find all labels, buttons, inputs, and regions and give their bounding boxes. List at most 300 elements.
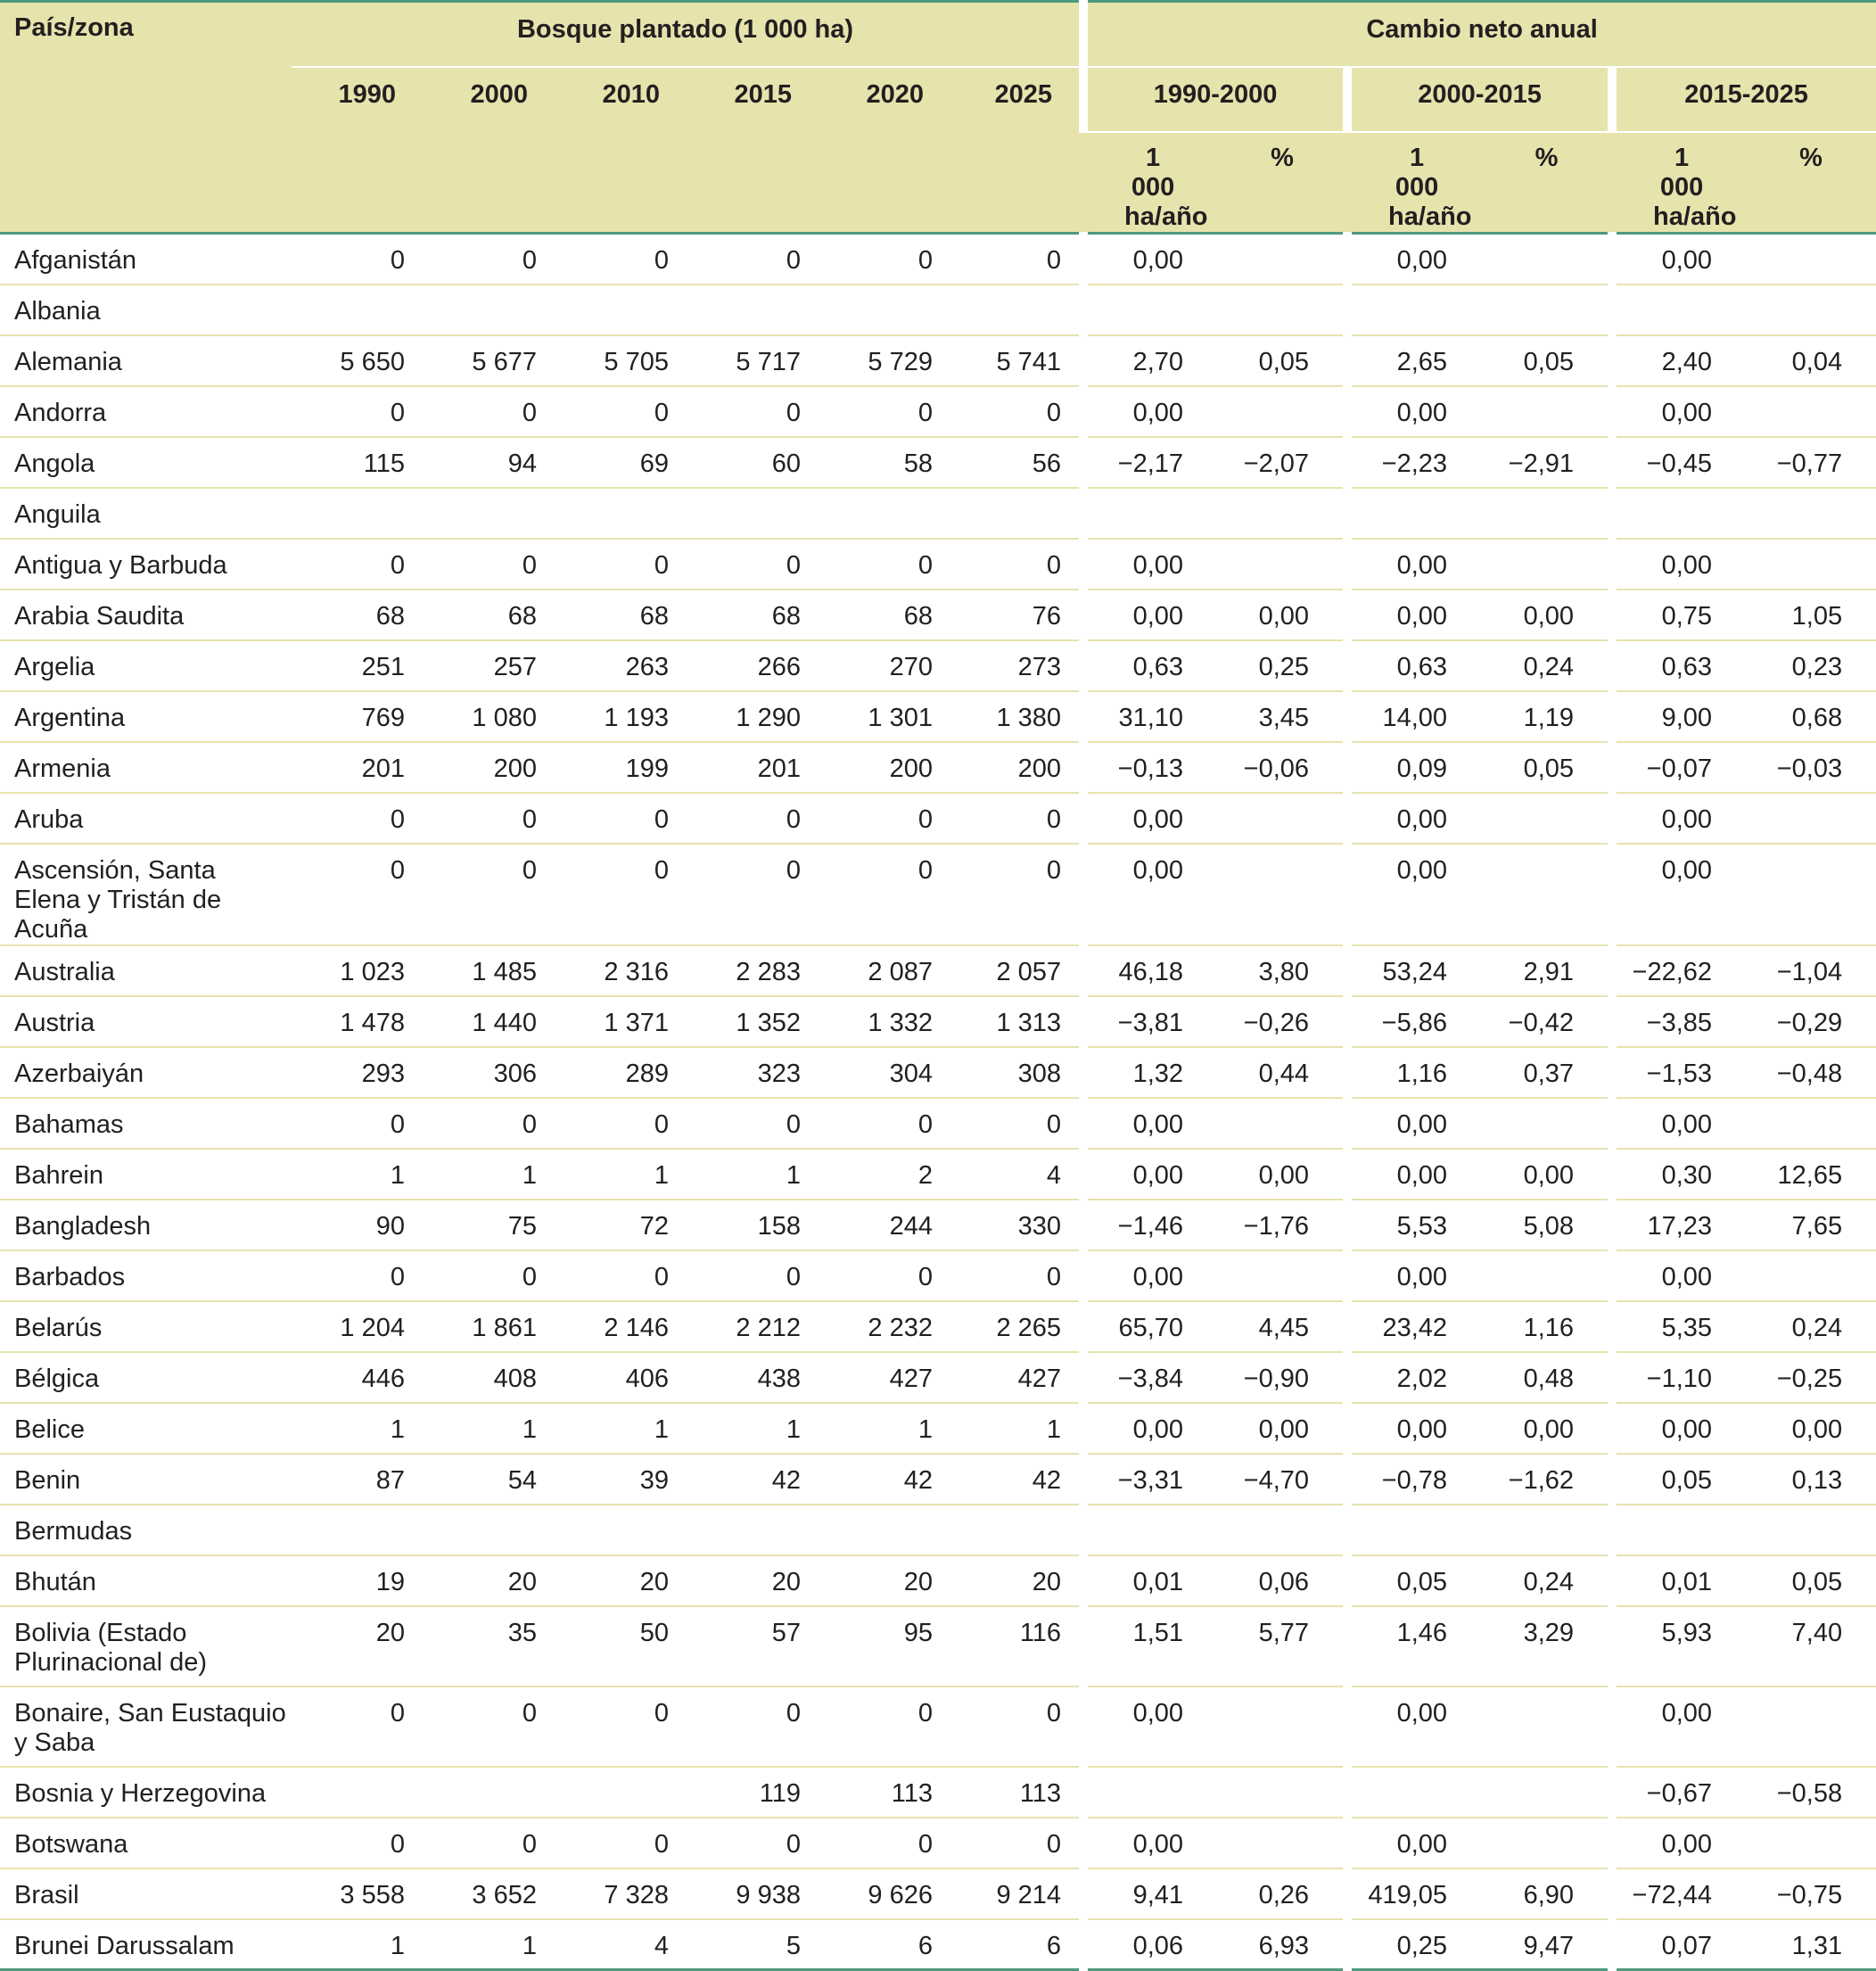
planted-value-cell: 308: [950, 1047, 1083, 1098]
change-value-cell: 0,63: [1612, 640, 1746, 691]
change-value-cell: [1612, 488, 1746, 539]
table-row: [0, 1098, 1876, 1149]
change-value-cell: −1,46: [1083, 1200, 1217, 1250]
change-value-cell: 0,00: [1083, 844, 1217, 945]
change-value-cell: 0,00: [1612, 844, 1746, 945]
planted-value-cell: 251: [292, 640, 423, 691]
change-percent-cell: 12,65: [1746, 1149, 1876, 1200]
country-name: Bangladesh: [0, 1200, 292, 1250]
planted-value-cell: 5 650: [292, 335, 423, 386]
country-name: Benin: [0, 1454, 292, 1505]
change-value-cell: [1347, 488, 1481, 539]
change-value-cell: 0,00: [1083, 1403, 1217, 1454]
change-percent-cell: −1,62: [1481, 1454, 1612, 1505]
header-blank: [0, 132, 292, 234]
percent-header: %: [1481, 132, 1612, 234]
planted-value-cell: 5 729: [819, 335, 950, 386]
planted-value-cell: 0: [950, 1250, 1083, 1301]
planted-value-cell: 1: [423, 1919, 555, 1970]
planted-value-cell: 0: [555, 539, 687, 590]
planted-value-cell: 9 214: [950, 1868, 1083, 1919]
table-row: [0, 1767, 1876, 1818]
change-percent-cell: 0,48: [1481, 1352, 1612, 1403]
change-percent-cell: −0,90: [1217, 1352, 1347, 1403]
change-percent-cell: 7,65: [1746, 1200, 1876, 1250]
change-percent-cell: −1,76: [1217, 1200, 1347, 1250]
change-value-cell: 0,25: [1347, 1919, 1481, 1970]
planted-value-cell: 244: [819, 1200, 950, 1250]
planted-value-cell: 0: [423, 1818, 555, 1868]
planted-value-cell: [292, 1505, 423, 1555]
planted-value-cell: 3 558: [292, 1868, 423, 1919]
change-value-cell: 0,00: [1083, 539, 1217, 590]
table-row: [0, 1047, 1876, 1098]
change-percent-cell: [1746, 793, 1876, 844]
planted-value-cell: 0: [950, 793, 1083, 844]
change-percent-cell: 7,40: [1746, 1606, 1876, 1686]
country-name: Antigua y Barbuda: [0, 539, 292, 590]
year-header: 2010: [555, 67, 687, 132]
planted-value-cell: 1: [292, 1403, 423, 1454]
change-percent-cell: [1746, 539, 1876, 590]
table-row: [0, 1200, 1876, 1250]
planted-value-cell: 0: [555, 1686, 687, 1767]
change-percent-cell: 1,19: [1481, 691, 1612, 742]
change-percent-cell: 0,44: [1217, 1047, 1347, 1098]
change-value-cell: 2,40: [1612, 335, 1746, 386]
table-row: [0, 1818, 1876, 1868]
country-name: Armenia: [0, 742, 292, 793]
change-percent-cell: [1481, 234, 1612, 285]
change-percent-cell: 6,93: [1217, 1919, 1347, 1970]
year-header: 2015: [687, 67, 819, 132]
change-value-cell: 0,00: [1612, 539, 1746, 590]
change-percent-cell: [1481, 1098, 1612, 1149]
country-name: Azerbaiyán: [0, 1047, 292, 1098]
planted-value-cell: 769: [292, 691, 423, 742]
change-percent-cell: [1217, 234, 1347, 285]
table-row: [0, 640, 1876, 691]
planted-value-cell: 1: [555, 1149, 687, 1200]
change-value-cell: 0,00: [1347, 590, 1481, 640]
change-value-cell: [1083, 1505, 1217, 1555]
planted-value-cell: 0: [292, 386, 423, 437]
change-percent-cell: 0,24: [1746, 1301, 1876, 1352]
change-percent-cell: 1,05: [1746, 590, 1876, 640]
change-value-cell: −0,13: [1083, 742, 1217, 793]
planted-value-cell: [687, 488, 819, 539]
planted-value-cell: 446: [292, 1352, 423, 1403]
planted-value-cell: 1: [423, 1149, 555, 1200]
change-value-cell: [1083, 488, 1217, 539]
planted-value-cell: 35: [423, 1606, 555, 1686]
change-value-cell: −2,17: [1083, 437, 1217, 488]
planted-value-cell: 1 371: [555, 996, 687, 1047]
change-percent-cell: 0,00: [1217, 1149, 1347, 1200]
change-value-cell: 0,00: [1347, 1818, 1481, 1868]
planted-value-cell: 68: [687, 590, 819, 640]
change-value-cell: 0,00: [1083, 793, 1217, 844]
country-name: Bahrein: [0, 1149, 292, 1200]
planted-value-cell: 200: [819, 742, 950, 793]
planted-value-cell: 5: [687, 1919, 819, 1970]
planted-value-cell: 201: [687, 742, 819, 793]
planted-value-cell: 427: [819, 1352, 950, 1403]
planted-value-cell: [687, 1505, 819, 1555]
change-value-cell: −0,67: [1612, 1767, 1746, 1818]
change-percent-cell: [1217, 1250, 1347, 1301]
change-percent-cell: [1217, 1767, 1347, 1818]
planted-value-cell: 0: [950, 1686, 1083, 1767]
country-name: Brasil: [0, 1868, 292, 1919]
planted-value-cell: 0: [555, 386, 687, 437]
planted-value-cell: 20: [555, 1555, 687, 1606]
planted-value-cell: 75: [423, 1200, 555, 1250]
change-value-cell: −3,81: [1083, 996, 1217, 1047]
change-value-cell: −0,78: [1347, 1454, 1481, 1505]
planted-value-cell: [555, 285, 687, 335]
planted-value-cell: [423, 285, 555, 335]
country-name: Angola: [0, 437, 292, 488]
change-value-cell: [1083, 285, 1217, 335]
planted-value-cell: 68: [423, 590, 555, 640]
planted-value-cell: 427: [950, 1352, 1083, 1403]
country-name: Bahamas: [0, 1098, 292, 1149]
change-value-cell: [1612, 1505, 1746, 1555]
planted-value-cell: 0: [423, 1250, 555, 1301]
planted-value-cell: 42: [819, 1454, 950, 1505]
change-percent-cell: 0,23: [1746, 640, 1876, 691]
planted-value-cell: [555, 1505, 687, 1555]
planted-value-cell: 1: [423, 1403, 555, 1454]
planted-value-cell: 0: [555, 1818, 687, 1868]
change-percent-cell: 0,05: [1481, 335, 1612, 386]
change-percent-cell: [1481, 1818, 1612, 1868]
change-value-cell: 1,46: [1347, 1606, 1481, 1686]
planted-value-cell: 0: [687, 793, 819, 844]
planted-value-cell: 0: [950, 1098, 1083, 1149]
planted-value-cell: 330: [950, 1200, 1083, 1250]
planted-value-cell: 60: [687, 437, 819, 488]
planted-value-cell: 0: [950, 539, 1083, 590]
change-percent-cell: [1217, 285, 1347, 335]
change-value-cell: 0,00: [1347, 1098, 1481, 1149]
change-percent-cell: 6,90: [1481, 1868, 1612, 1919]
change-value-cell: 0,06: [1083, 1919, 1217, 1970]
planted-value-cell: 304: [819, 1047, 950, 1098]
change-value-cell: 0,01: [1612, 1555, 1746, 1606]
table-row: [0, 285, 1876, 335]
planted-value-cell: 3 652: [423, 1868, 555, 1919]
planted-value-cell: 0: [423, 386, 555, 437]
period-header: 2015-2025: [1612, 67, 1876, 132]
planted-value-cell: 1: [555, 1403, 687, 1454]
country-name: Bosnia y Herzegovina: [0, 1767, 292, 1818]
planted-value-cell: 54: [423, 1454, 555, 1505]
planted-value-cell: 0: [423, 793, 555, 844]
planted-value-cell: [950, 285, 1083, 335]
planted-value-cell: 0: [555, 234, 687, 285]
table-row: [0, 742, 1876, 793]
planted-value-cell: 1: [292, 1919, 423, 1970]
change-value-cell: [1347, 285, 1481, 335]
change-value-cell: 0,00: [1347, 234, 1481, 285]
planted-value-cell: 0: [687, 386, 819, 437]
change-percent-cell: [1746, 1686, 1876, 1767]
change-value-cell: 0,00: [1083, 1818, 1217, 1868]
change-percent-cell: 1,31: [1746, 1919, 1876, 1970]
planted-value-cell: 1 290: [687, 691, 819, 742]
planted-value-cell: 0: [555, 844, 687, 945]
planted-value-cell: 57: [687, 1606, 819, 1686]
planted-value-cell: 0: [555, 793, 687, 844]
planted-value-cell: 39: [555, 1454, 687, 1505]
change-value-cell: 419,05: [1347, 1868, 1481, 1919]
planted-value-cell: 306: [423, 1047, 555, 1098]
change-value-cell: 0,00: [1612, 234, 1746, 285]
planted-value-cell: 0: [292, 1818, 423, 1868]
planted-value-cell: 0: [687, 1686, 819, 1767]
change-percent-cell: 0,00: [1481, 590, 1612, 640]
planted-value-cell: 158: [687, 1200, 819, 1250]
planted-value-cell: 1: [819, 1403, 950, 1454]
planted-value-cell: 0: [950, 386, 1083, 437]
change-percent-cell: [1746, 488, 1876, 539]
planted-value-cell: 0: [687, 1818, 819, 1868]
change-value-cell: 0,00: [1347, 386, 1481, 437]
change-percent-cell: 0,68: [1746, 691, 1876, 742]
planted-value-cell: [292, 488, 423, 539]
planted-value-cell: 87: [292, 1454, 423, 1505]
change-value-cell: 0,00: [1083, 1098, 1217, 1149]
country-name: Austria: [0, 996, 292, 1047]
country-column-header: País/zona: [0, 2, 292, 68]
change-percent-cell: [1481, 793, 1612, 844]
planted-value-cell: 5 705: [555, 335, 687, 386]
planted-value-cell: 113: [819, 1767, 950, 1818]
header-blank: [950, 132, 1083, 234]
planted-value-cell: 20: [950, 1555, 1083, 1606]
planted-value-cell: 406: [555, 1352, 687, 1403]
planted-value-cell: 7 328: [555, 1868, 687, 1919]
change-percent-cell: 0,05: [1481, 742, 1612, 793]
planted-value-cell: 72: [555, 1200, 687, 1250]
change-percent-cell: −0,42: [1481, 996, 1612, 1047]
change-value-cell: 1,16: [1347, 1047, 1481, 1098]
country-name: Bolivia (Estado Plurinacional de): [0, 1606, 292, 1686]
change-value-cell: 0,00: [1083, 1686, 1217, 1767]
change-percent-cell: −0,58: [1746, 1767, 1876, 1818]
change-percent-cell: 0,05: [1746, 1555, 1876, 1606]
planted-value-cell: 68: [555, 590, 687, 640]
planted-value-cell: 0: [819, 539, 950, 590]
planted-value-cell: 0: [687, 1098, 819, 1149]
change-value-cell: 0,00: [1083, 234, 1217, 285]
change-percent-cell: 1,16: [1481, 1301, 1612, 1352]
change-value-cell: 1,32: [1083, 1047, 1217, 1098]
country-name: Barbados: [0, 1250, 292, 1301]
change-value-cell: −3,85: [1612, 996, 1746, 1047]
table-row: [0, 945, 1876, 996]
country-name: Argentina: [0, 691, 292, 742]
country-name: Ascensión, Santa Elena y Tristán de Acuña: [0, 844, 292, 945]
planted-value-cell: 94: [423, 437, 555, 488]
header-blank: [423, 132, 555, 234]
country-name: Alemania: [0, 335, 292, 386]
planted-value-cell: 2 087: [819, 945, 950, 996]
planted-value-cell: 199: [555, 742, 687, 793]
change-value-cell: 0,00: [1347, 793, 1481, 844]
year-header: 1990: [292, 67, 423, 132]
change-percent-cell: 5,08: [1481, 1200, 1612, 1250]
planted-value-cell: [687, 285, 819, 335]
change-percent-cell: 0,00: [1481, 1403, 1612, 1454]
table-row: [0, 335, 1876, 386]
change-value-cell: 0,75: [1612, 590, 1746, 640]
change-percent-cell: 0,24: [1481, 1555, 1612, 1606]
table-body: [0, 234, 1876, 1970]
change-percent-cell: [1217, 793, 1347, 844]
country-name: Bonaire, San Eustaquio y Saba: [0, 1686, 292, 1767]
planted-value-cell: 4: [950, 1149, 1083, 1200]
planted-value-cell: 113: [950, 1767, 1083, 1818]
country-name: Australia: [0, 945, 292, 996]
change-percent-cell: 3,45: [1217, 691, 1347, 742]
change-value-cell: −22,62: [1612, 945, 1746, 996]
planted-value-cell: 58: [819, 437, 950, 488]
planted-value-cell: 9 938: [687, 1868, 819, 1919]
country-name: Bélgica: [0, 1352, 292, 1403]
country-name: Belarús: [0, 1301, 292, 1352]
planted-value-cell: [555, 1767, 687, 1818]
change-percent-cell: [1481, 488, 1612, 539]
change-percent-cell: [1481, 386, 1612, 437]
planted-value-cell: 2 232: [819, 1301, 950, 1352]
change-percent-cell: 0,00: [1217, 590, 1347, 640]
planted-value-cell: 0: [423, 539, 555, 590]
period-header: 1990-2000: [1083, 67, 1347, 132]
change-percent-cell: [1746, 1098, 1876, 1149]
planted-value-cell: 1 485: [423, 945, 555, 996]
change-value-cell: −1,10: [1612, 1352, 1746, 1403]
change-percent-cell: 0,25: [1217, 640, 1347, 691]
change-value-cell: 5,53: [1347, 1200, 1481, 1250]
header-blank: [292, 132, 423, 234]
planted-value-cell: 95: [819, 1606, 950, 1686]
change-value-cell: −0,07: [1612, 742, 1746, 793]
planted-value-cell: 0: [819, 386, 950, 437]
table-row: [0, 234, 1876, 285]
change-percent-cell: 2,91: [1481, 945, 1612, 996]
planted-value-cell: 1 440: [423, 996, 555, 1047]
change-percent-cell: 3,29: [1481, 1606, 1612, 1686]
planted-value-cell: 263: [555, 640, 687, 691]
change-percent-cell: [1746, 234, 1876, 285]
change-value-cell: 65,70: [1083, 1301, 1217, 1352]
change-percent-cell: [1746, 1505, 1876, 1555]
change-value-cell: 9,00: [1612, 691, 1746, 742]
change-percent-cell: 5,77: [1217, 1606, 1347, 1686]
planted-value-cell: 1: [950, 1403, 1083, 1454]
country-name: Afganistán: [0, 234, 292, 285]
change-value-cell: 0,00: [1612, 793, 1746, 844]
planted-value-cell: 257: [423, 640, 555, 691]
planted-value-cell: 1 332: [819, 996, 950, 1047]
change-value-cell: −3,31: [1083, 1454, 1217, 1505]
header-blank: [687, 132, 819, 234]
change-percent-cell: 4,45: [1217, 1301, 1347, 1352]
change-percent-cell: [1746, 1250, 1876, 1301]
planted-value-cell: 68: [292, 590, 423, 640]
planted-value-cell: [819, 285, 950, 335]
country-name: Arabia Saudita: [0, 590, 292, 640]
table-row: [0, 1686, 1876, 1767]
percent-header: %: [1746, 132, 1876, 234]
period-header: 2000-2015: [1347, 67, 1612, 132]
change-value-cell: −72,44: [1612, 1868, 1746, 1919]
planted-value-cell: 0: [950, 234, 1083, 285]
change-percent-cell: [1481, 1505, 1612, 1555]
change-value-cell: 2,70: [1083, 335, 1217, 386]
change-percent-cell: 0,06: [1217, 1555, 1347, 1606]
planted-value-cell: 1 380: [950, 691, 1083, 742]
change-value-cell: −1,53: [1612, 1047, 1746, 1098]
change-value-cell: −5,86: [1347, 996, 1481, 1047]
planted-value-cell: 0: [950, 1818, 1083, 1868]
planted-value-cell: 4: [555, 1919, 687, 1970]
planted-value-cell: 0: [292, 1686, 423, 1767]
planted-value-cell: 9 626: [819, 1868, 950, 1919]
change-value-cell: 31,10: [1083, 691, 1217, 742]
planted-value-cell: 0: [423, 1686, 555, 1767]
change-percent-cell: −1,04: [1746, 945, 1876, 996]
year-header: 2020: [819, 67, 950, 132]
change-value-cell: 0,00: [1083, 386, 1217, 437]
country-name: Aruba: [0, 793, 292, 844]
change-value-cell: 5,35: [1612, 1301, 1746, 1352]
planted-value-cell: 1 023: [292, 945, 423, 996]
planted-value-cell: 0: [555, 1250, 687, 1301]
planted-value-cell: 323: [687, 1047, 819, 1098]
percent-header: %: [1217, 132, 1347, 234]
change-value-cell: 0,00: [1612, 1686, 1746, 1767]
planted-value-cell: 119: [687, 1767, 819, 1818]
planted-value-cell: 0: [819, 234, 950, 285]
header-blank: [0, 67, 292, 132]
planted-value-cell: 1 204: [292, 1301, 423, 1352]
planted-value-cell: 90: [292, 1200, 423, 1250]
country-name: Argelia: [0, 640, 292, 691]
planted-value-cell: [555, 488, 687, 539]
change-value-cell: 1,51: [1083, 1606, 1217, 1686]
planted-value-cell: 2 283: [687, 945, 819, 996]
change-percent-cell: [1481, 1767, 1612, 1818]
planted-value-cell: 1 352: [687, 996, 819, 1047]
change-value-cell: 2,02: [1347, 1352, 1481, 1403]
change-value-cell: [1083, 1767, 1217, 1818]
country-name: Belice: [0, 1403, 292, 1454]
change-value-cell: 0,00: [1612, 1098, 1746, 1149]
planted-value-cell: 0: [555, 1098, 687, 1149]
unit-header: 1 000 ha/año: [1347, 132, 1481, 234]
change-value-cell: 0,07: [1612, 1919, 1746, 1970]
planted-value-cell: 76: [950, 590, 1083, 640]
planted-value-cell: 0: [292, 844, 423, 945]
country-name: Bermudas: [0, 1505, 292, 1555]
country-name: Brunei Darussalam: [0, 1919, 292, 1970]
change-percent-cell: −0,77: [1746, 437, 1876, 488]
change-value-cell: 0,00: [1347, 1403, 1481, 1454]
